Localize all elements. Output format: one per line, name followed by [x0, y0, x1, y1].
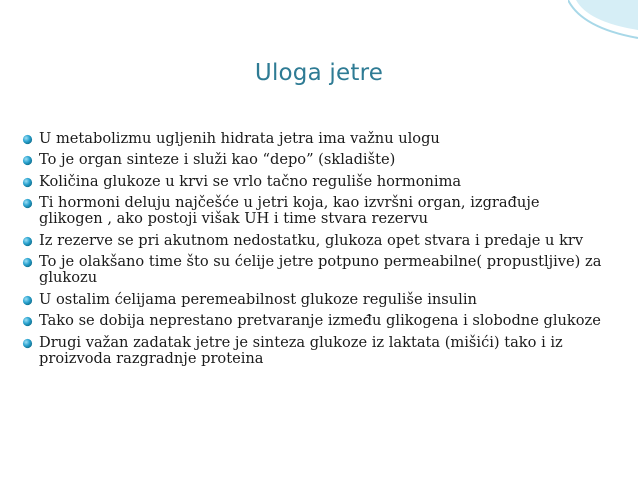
corner-decoration [568, 0, 638, 40]
list-item [22, 335, 602, 367]
bullet-text: To je organ sinteze i služi kao “depo” (skladište) [39, 151, 396, 169]
list-item [22, 233, 602, 249]
list-item [22, 152, 602, 168]
list-item [22, 195, 602, 227]
bullet-icon [22, 177, 33, 188]
bullet-text: Iz rezerve se pri akutnom nedostatku, glukoza opet stvara i predaje u krv [39, 231, 584, 249]
bullet-icon [22, 198, 33, 209]
bullet-icon [22, 236, 33, 247]
list-item [22, 313, 602, 329]
bullet-list [22, 131, 602, 372]
list-item [22, 174, 602, 190]
bullet-icon [22, 295, 33, 306]
bullet-icon [22, 316, 33, 327]
list-item [22, 292, 602, 308]
bullet-icon [22, 155, 33, 166]
list-item [22, 131, 602, 147]
bullet-text: U metabolizmu ugljenih hidrata jetra ima važnu ulogu [39, 130, 440, 147]
slide-title: Uloga jetre [254, 60, 384, 86]
bullet-icon [22, 134, 33, 145]
bullet-text: Ti hormoni deluju najčešće u jetri koja, kao izvršni organ, izgrađuje glikogen , ako postoji višak UH i time stvara rezervu [39, 194, 540, 228]
bullet-icon [22, 338, 33, 349]
bullet-icon [22, 257, 33, 268]
bullet-text: To je olakšano time što su ćelije jetre potpuno permeabilne( propustljive) za glukozu [39, 253, 602, 287]
bullet-text: Količina glukoze u krvi se vrlo tačno reguliše hormonima [39, 172, 462, 190]
bullet-text: Drugi važan zadatak jetre je sinteza glukoze iz laktata (mišići) tako i iz proizvoda razgradnje proteina [39, 333, 563, 367]
bullet-text: U ostalim ćelijama peremeabilnost glukoze reguliše insulin [39, 290, 477, 308]
bullet-text: Tako se dobija neprestano pretvaranje između glikogena i slobodne glukoze [39, 312, 601, 330]
list-item [22, 254, 602, 286]
